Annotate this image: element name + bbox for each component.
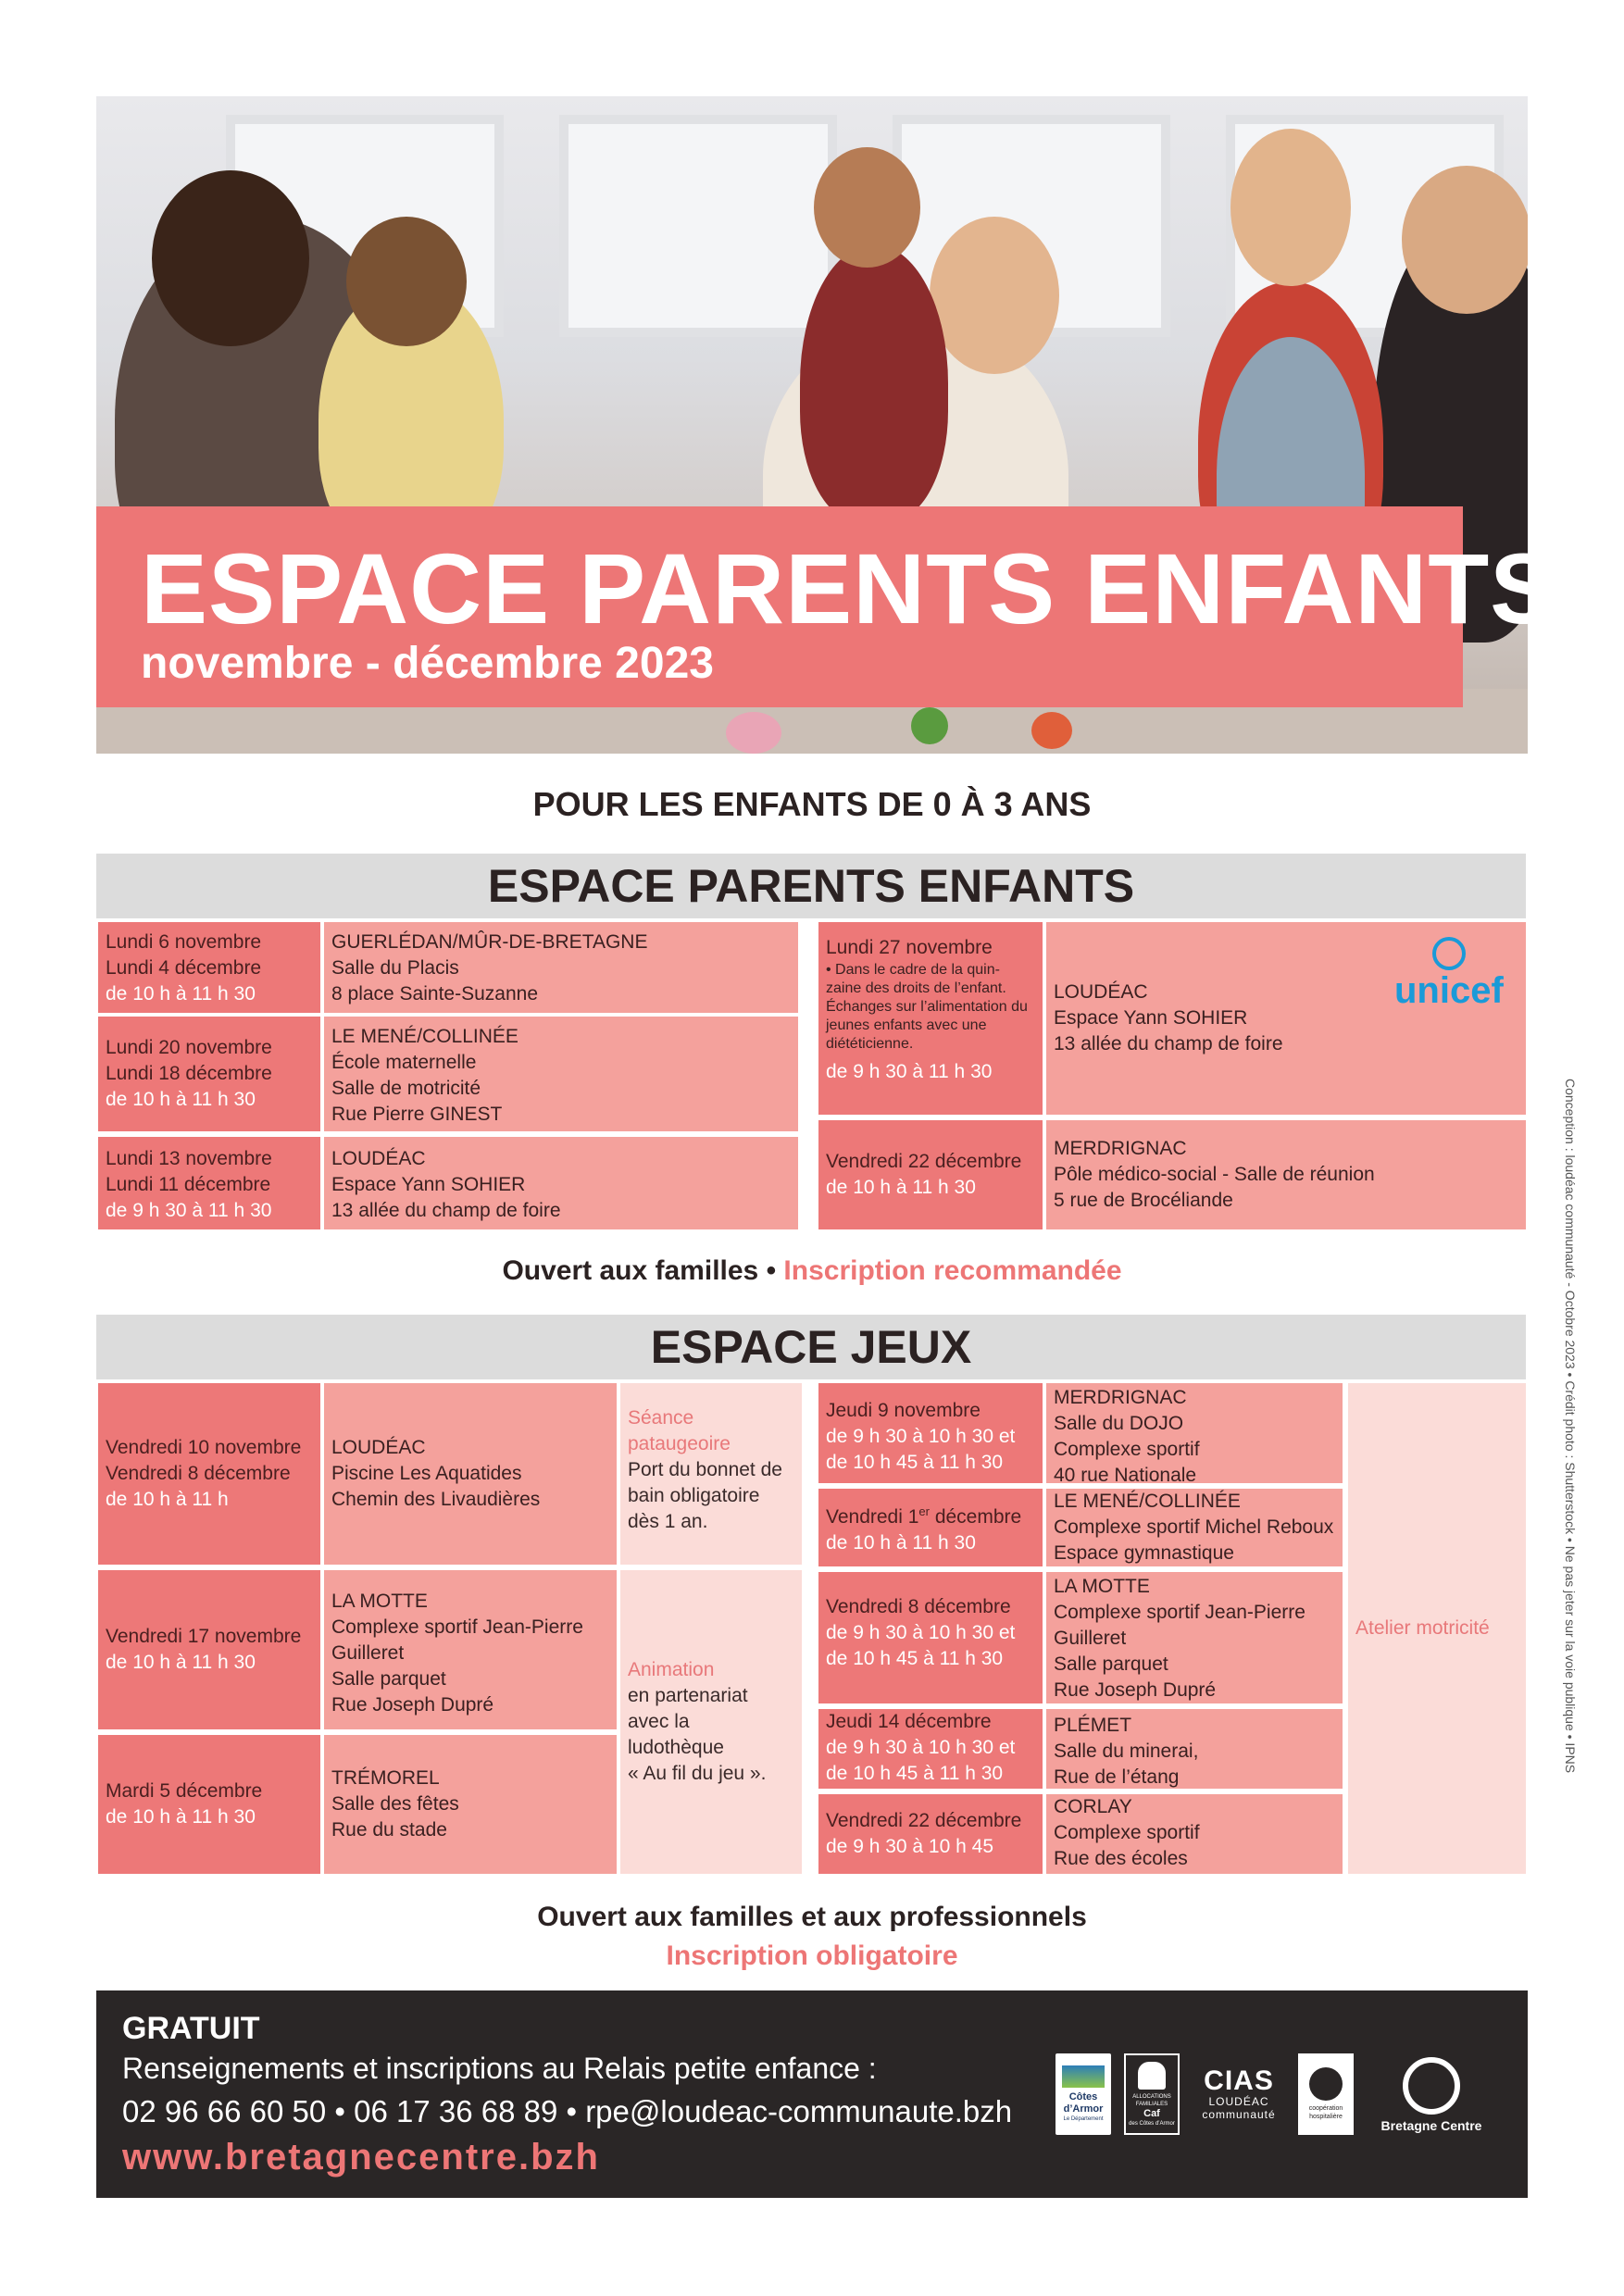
jeux-row-date: Jeudi 9 novembre de 9 h 30 à 10 h 30 et de 10 h 45 à 11 h 30 bbox=[818, 1383, 1043, 1483]
bretagne-centre-logo: Bretagne Centre bbox=[1367, 2053, 1496, 2135]
toy-shape bbox=[1031, 712, 1072, 749]
parent-head bbox=[930, 217, 1059, 374]
section-heading-jeux: ESPACE JEUX bbox=[96, 1315, 1526, 1379]
unicef-wordmark: unicef bbox=[1394, 970, 1504, 1011]
jeux-row-place: LOUDÉAC Piscine Les Aquatides Chemin des Livaudières bbox=[324, 1383, 617, 1565]
caf-logo: ALLOCATIONS FAMILIALES Caf des Côtes d’Armor bbox=[1124, 2053, 1180, 2135]
epe-row-date: Vendredi 22 décembre de 10 h à 11 h 30 bbox=[818, 1120, 1043, 1229]
child-head bbox=[814, 147, 920, 268]
epe-footer-line: Ouvert aux familles • Inscription recommandée bbox=[502, 1255, 1122, 1286]
jeux-row-place: LE MENÉ/COLLINÉE Complexe sportif Michel Reboux Espace gymnastique bbox=[1046, 1489, 1343, 1566]
toy-shape bbox=[726, 712, 781, 754]
jeux-row-date: Vendredi 17 novembre de 10 h à 11 h 30 bbox=[98, 1570, 320, 1729]
jeux-row-place: LA MOTTE Complexe sportif Jean-Pierre Guilleret Salle parquet Rue Joseph Dupré bbox=[324, 1570, 617, 1729]
title-band bbox=[96, 506, 1558, 707]
child-head bbox=[346, 217, 467, 346]
parent-head bbox=[1402, 166, 1528, 314]
contact-line[interactable]: 02 96 66 60 50 • 06 17 36 68 89 • rpe@loudeac-communaute.bzh bbox=[122, 2094, 1013, 2128]
pool-note: Séance pataugeoire Port du bonnet de bain obligatoire dès 1 an. bbox=[620, 1383, 802, 1565]
epe-row-place: LE MENÉ/COLLINÉE École maternelle Salle de motricité Rue Pierre GINEST bbox=[324, 1017, 798, 1131]
jeux-footer-line-1: Ouvert aux familles et aux professionnels bbox=[537, 1902, 1087, 1932]
footer-band bbox=[96, 1990, 1528, 2198]
atelier-note: Atelier motricité bbox=[1348, 1383, 1526, 1874]
jeux-row-place: LA MOTTE Complexe sportif Jean-Pierre Guilleret Salle parquet Rue Joseph Dupré bbox=[1046, 1572, 1343, 1703]
photo-credit: Conception : loudéac communauté - Octobre 2023 • Crédit photo : Shutterstock • Ne pas jeter sur la voie publique • IPNS bbox=[1563, 1079, 1578, 1774]
jeux-row-date: Vendredi 8 décembre de 9 h 30 à 10 h 30 et de 10 h 45 à 11 h 30 bbox=[818, 1572, 1043, 1703]
jeux-row-date: Vendredi 22 décembre de 9 h 30 à 10 h 45 bbox=[818, 1794, 1043, 1874]
jeux-row-place: TRÉMOREL Salle des fêtes Rue du stade bbox=[324, 1735, 617, 1874]
jeux-row-date: Mardi 5 décembre de 10 h à 11 h 30 bbox=[98, 1735, 320, 1874]
epe-row-date: Lundi 20 novembre Lundi 18 décembre de 10 h à 11 h 30 bbox=[98, 1017, 320, 1131]
cias-logo: CIAS LOUDÉAC communauté bbox=[1202, 2065, 1276, 2121]
epe-row-place: MERDRIGNAC Pôle médico-social - Salle de réunion 5 rue de Brocéliande bbox=[1046, 1120, 1526, 1229]
caf-emblem-icon bbox=[1138, 2062, 1166, 2090]
audience-label: POUR LES ENFANTS DE 0 À 3 ANS bbox=[532, 785, 1092, 823]
parent-head bbox=[152, 170, 309, 346]
epe-row-date: Lundi 6 novembre Lundi 4 décembre de 10 h à 11 h 30 bbox=[98, 922, 320, 1013]
jeux-row-place: MERDRIGNAC Salle du DOJO Complexe sportif 40 rue Nationale bbox=[1046, 1383, 1343, 1483]
partner-logos bbox=[1056, 2048, 1496, 2140]
child-figure bbox=[800, 244, 948, 522]
epe-row-date: Lundi 13 novembre Lundi 11 décembre de 9 h 30 à 11 h 30 bbox=[98, 1137, 320, 1229]
unicef-logo bbox=[1394, 937, 1504, 1009]
website-link[interactable]: www.bretagnecentre.bzh bbox=[122, 2137, 600, 2177]
bretagne-centre-ring-icon bbox=[1403, 2057, 1460, 2115]
cooperation-hospitaliere-logo: coopération hospitalière bbox=[1298, 2053, 1354, 2135]
child-head bbox=[1230, 129, 1351, 286]
jeux-row-place: PLÉMET Salle du minerai, Rue de l’étang bbox=[1046, 1709, 1343, 1789]
window-shape bbox=[559, 115, 837, 337]
cotes-darmor-logo: Côtes d’Armor Le Département bbox=[1056, 2053, 1111, 2135]
wave-icon bbox=[1062, 2065, 1105, 2088]
section-heading-epe: ESPACE PARENTS ENFANTS bbox=[96, 854, 1526, 918]
jeux-row-date: Vendredi 1er décembre de 10 h à 11 h 30 bbox=[818, 1489, 1043, 1566]
globe-icon bbox=[1432, 937, 1466, 970]
epe-row-date: Lundi 27 novembre • Dans le cadre de la quin-zaine des droits de l’enfant. Échanges sur l’alimentation du jeunes enfants avec une diététicienne. de 9 h 30 à 11 h 30 bbox=[818, 922, 1043, 1115]
info-label: Renseignements et inscriptions au Relais petite enfance : bbox=[122, 2052, 877, 2085]
page-title: ESPACE PARENTS ENFANTS bbox=[141, 532, 1558, 644]
epe-row-place: LOUDÉAC Espace Yann SOHIER 13 allée du champ de foire bbox=[1046, 922, 1526, 1115]
cooperation-emblem-icon bbox=[1309, 2067, 1343, 2101]
free-label: GRATUIT bbox=[122, 2011, 260, 2046]
epe-row-place: GUERLÉDAN/MÛR-DE-BRETAGNE Salle du Placis 8 place Sainte-Suzanne bbox=[324, 922, 798, 1013]
jeux-row-place: CORLAY Complexe sportif Rue des écoles bbox=[1046, 1794, 1343, 1874]
epe-row-place: LOUDÉAC Espace Yann SOHIER 13 allée du champ de foire bbox=[324, 1137, 798, 1229]
page-period: novembre - décembre 2023 bbox=[141, 639, 714, 688]
jeux-row-date: Jeudi 14 décembre de 9 h 30 à 10 h 30 et de 10 h 45 à 11 h 30 bbox=[818, 1709, 1043, 1789]
toy-shape bbox=[911, 707, 948, 744]
jeux-footer-line-2: Inscription obligatoire bbox=[666, 1940, 958, 1971]
animation-note: Animation en partenariat avec la ludothèque « Au fil du jeu ». bbox=[620, 1570, 802, 1874]
jeux-row-date: Vendredi 10 novembre Vendredi 8 décembre de 10 h à 11 h bbox=[98, 1383, 320, 1565]
